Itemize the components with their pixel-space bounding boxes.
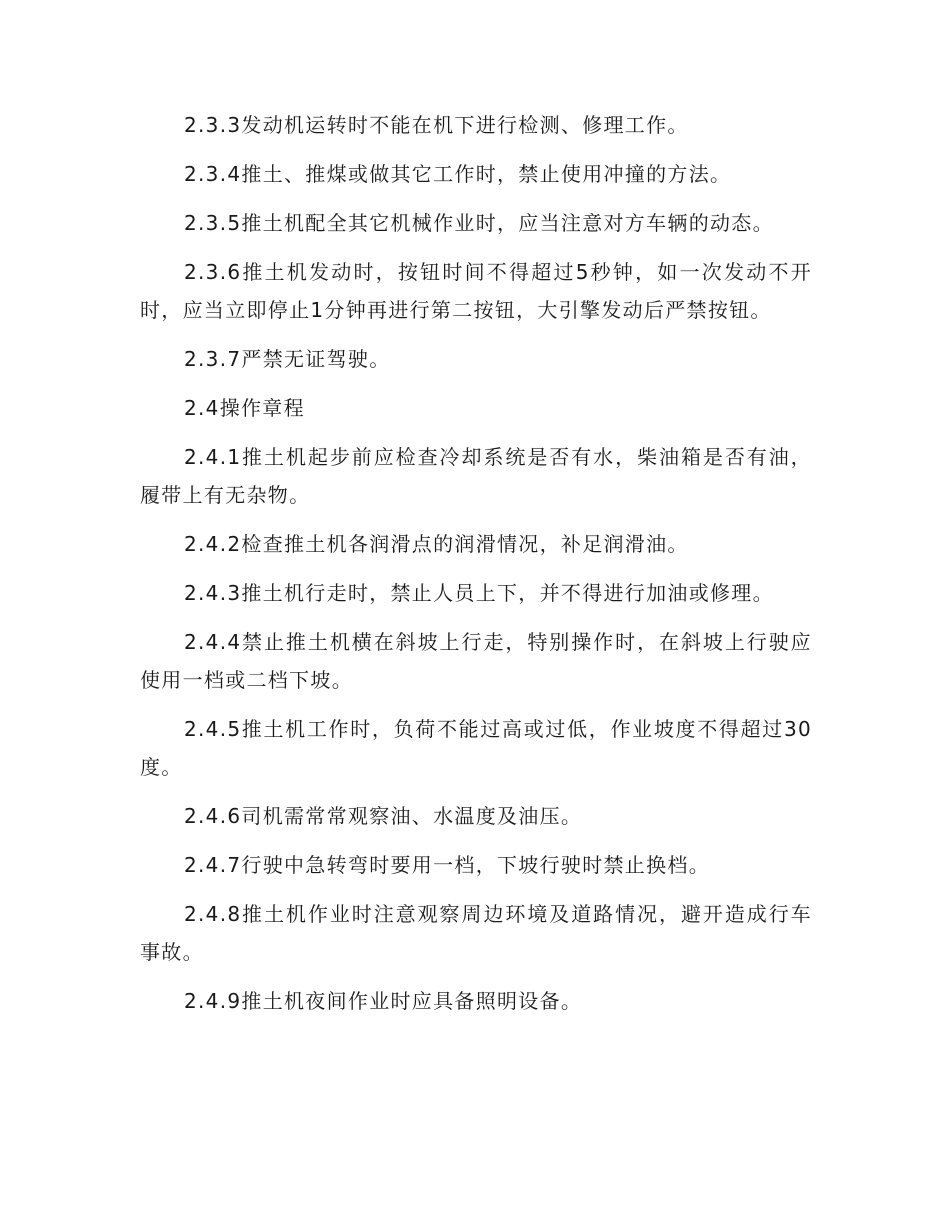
paragraph-2-3-3: 2.3.3发动机运转时不能在机下进行检测、修理工作。 — [184, 113, 689, 137]
paragraph-2-4-5: 2.4.5推土机工作时，负荷不能过高或过低，作业坡度不得超过30度。 — [140, 717, 812, 779]
section-heading-2-4: 2.4操作章程 — [184, 396, 305, 420]
paragraph-2-3-7: 2.3.7严禁无证驾驶。 — [184, 347, 391, 371]
paragraph-2-3-5: 2.3.5推土机配全其它机械作业时，应当注意对方车辆的动态。 — [184, 211, 774, 235]
paragraph-2-4-2: 2.4.2检查推土机各润滑点的润滑情况，补足润滑油。 — [184, 532, 689, 556]
paragraph-2-3-4: 2.3.4推土、推煤或做其它工作时，禁止使用冲撞的方法。 — [184, 162, 732, 186]
paragraph-2-3-6: 2.3.6推土机发动时，按钮时间不得超过5秒钟，如一次发动不开时，应当立即停止1分钟再进行第二按钮，大引擎发动后严禁按钮。 — [140, 260, 812, 322]
paragraph-2-4-7: 2.4.7行驶中急转弯时要用一档，下坡行驶时禁止换档。 — [184, 853, 710, 877]
paragraph-2-4-4: 2.4.4禁止推土机横在斜坡上行走，特别操作时，在斜坡上行驶应使用一档或二档下坡。 — [140, 630, 812, 692]
paragraph-2-4-9: 2.4.9推土机夜间作业时应具备照明设备。 — [184, 989, 583, 1013]
document-body — [140, 106, 812, 1031]
paragraph-2-4-1: 2.4.1推土机起步前应检查冷却系统是否有水，柴油箱是否有油，履带上有无杂物。 — [140, 445, 812, 507]
paragraph-2-4-3: 2.4.3推土机行走时，禁止人员上下，并不得进行加油或修理。 — [184, 581, 774, 605]
paragraph-2-4-8: 2.4.8推土机作业时注意观察周边环境及道路情况，避开造成行车事故。 — [140, 902, 812, 964]
paragraph-2-4-6: 2.4.6司机需常常观察油、水温度及油压。 — [184, 804, 583, 828]
